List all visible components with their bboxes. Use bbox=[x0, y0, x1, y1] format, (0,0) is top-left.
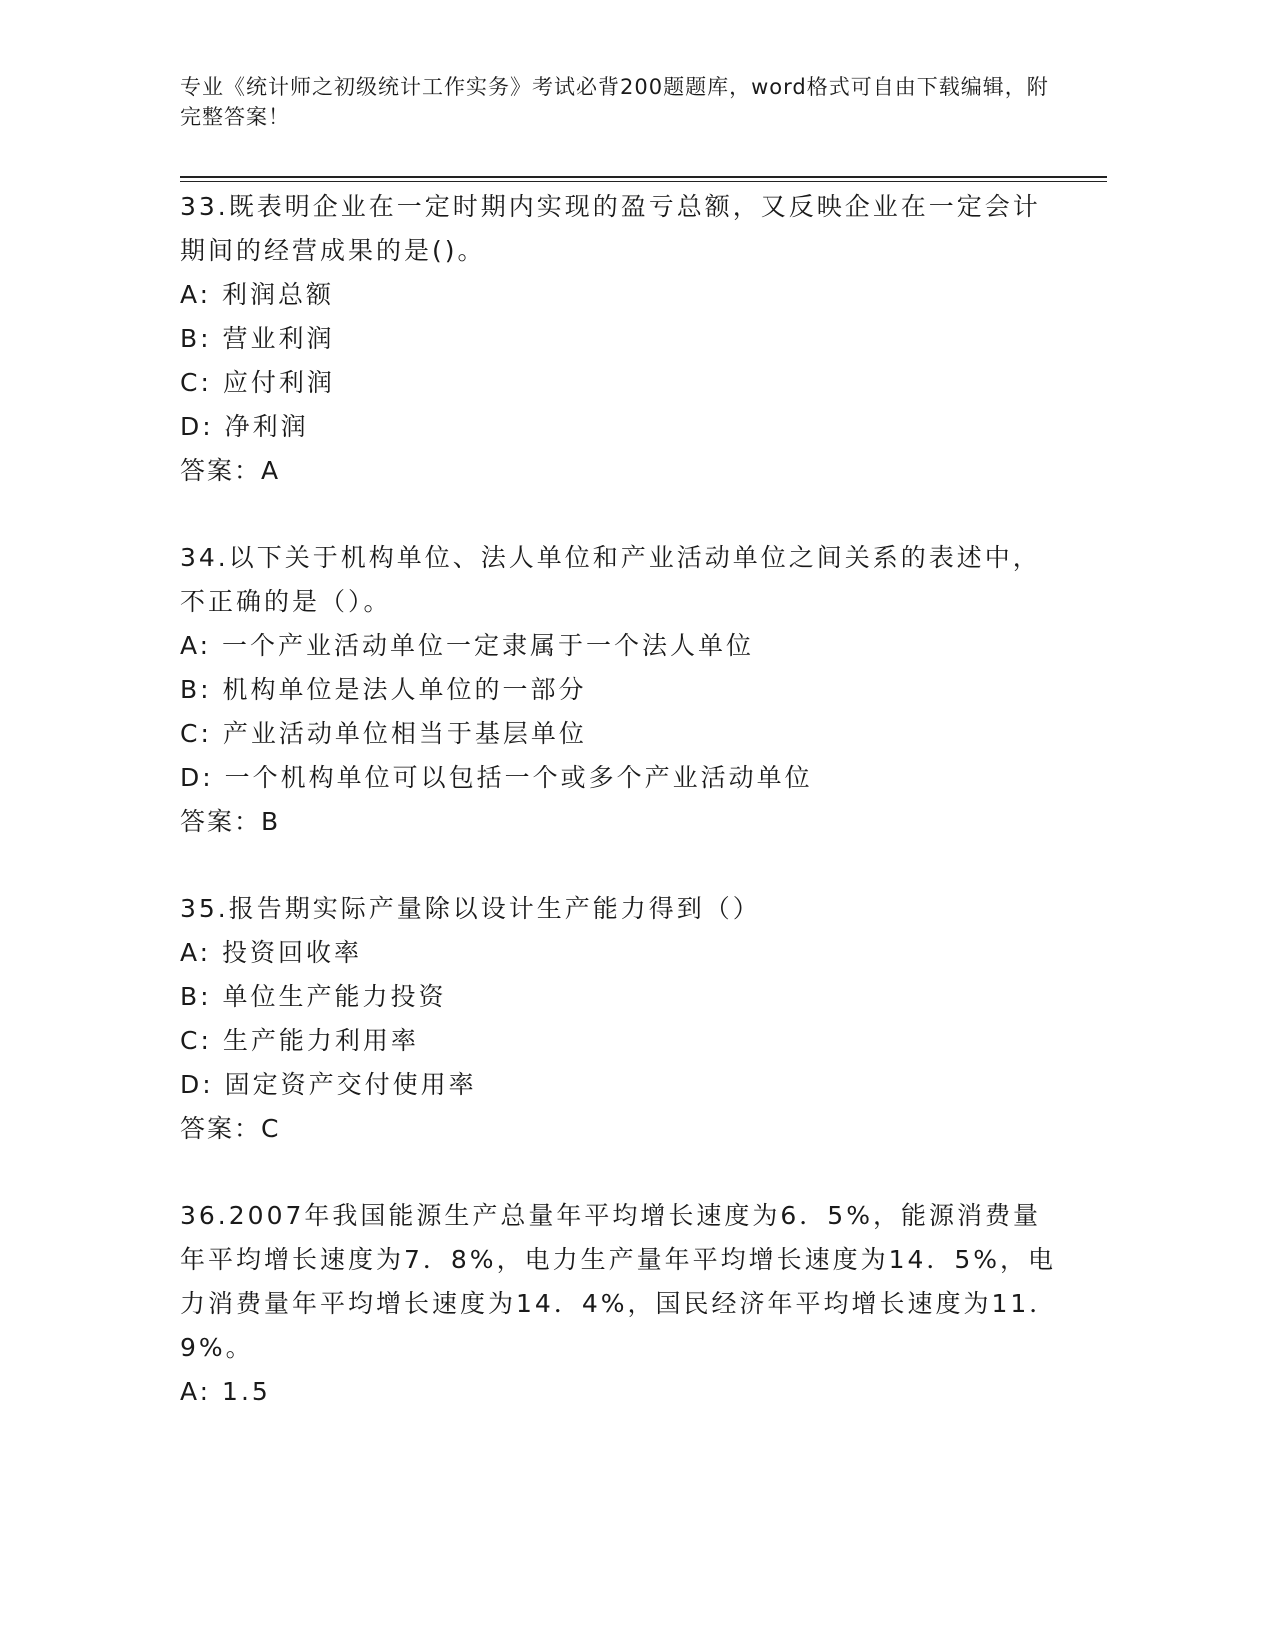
question-stem: 34.以下关于机构单位、法人单位和产业活动单位之间关系的表述中，不正确的是（）。 bbox=[180, 543, 1041, 616]
question-stem: 33.既表明企业在一定时期内实现的盈亏总额，又反映企业在一定会计期间的经营成果的是()。 bbox=[180, 192, 1041, 265]
question-36 bbox=[180, 1194, 1060, 1414]
option-d: D: 固定资产交付使用率 bbox=[180, 1070, 477, 1099]
option-d: D: 一个机构单位可以包括一个或多个产业活动单位 bbox=[180, 763, 813, 792]
answer-line: 答案：B bbox=[180, 807, 281, 836]
option-a: A: 利润总额 bbox=[180, 280, 335, 309]
option-c: C: 生产能力利用率 bbox=[180, 1026, 419, 1055]
option-a: A: 投资回收率 bbox=[180, 938, 363, 967]
spacer bbox=[180, 493, 1060, 536]
option-d: D: 净利润 bbox=[180, 412, 309, 441]
header-divider-thick bbox=[180, 176, 1107, 178]
header-divider-thin bbox=[180, 181, 1107, 182]
option-a: A: 1.5 bbox=[180, 1377, 271, 1406]
option-b: B: 营业利润 bbox=[180, 324, 335, 353]
spacer bbox=[180, 1151, 1060, 1194]
option-b: B: 机构单位是法人单位的一部分 bbox=[180, 675, 587, 704]
question-35 bbox=[180, 887, 1060, 1151]
question-list bbox=[180, 185, 1060, 1414]
option-c: C: 产业活动单位相当于基层单位 bbox=[180, 719, 587, 748]
question-stem: 35.报告期实际产量除以设计生产能力得到（） bbox=[180, 894, 761, 923]
answer-line: 答案：A bbox=[180, 456, 281, 485]
question-33 bbox=[180, 185, 1060, 493]
question-stem: 36.2007年我国能源生产总量年平均增长速度为6．5%，能源消费量年平均增长速度为7．8%，电力生产量年平均增长速度为14．5%，电力消费量年平均增长速度为14．4%，国民经济年平均增长速度为11．9%。 bbox=[180, 1201, 1058, 1362]
option-b: B: 单位生产能力投资 bbox=[180, 982, 447, 1011]
question-34 bbox=[180, 536, 1060, 844]
document-header: 专业《统计师之初级统计工作实务》考试必背200题题库，word格式可自由下载编辑，附完整答案！ bbox=[180, 75, 1049, 129]
option-a: A: 一个产业活动单位一定隶属于一个法人单位 bbox=[180, 631, 755, 660]
answer-line: 答案：C bbox=[180, 1114, 281, 1143]
spacer bbox=[180, 844, 1060, 887]
option-c: C: 应付利润 bbox=[180, 368, 335, 397]
